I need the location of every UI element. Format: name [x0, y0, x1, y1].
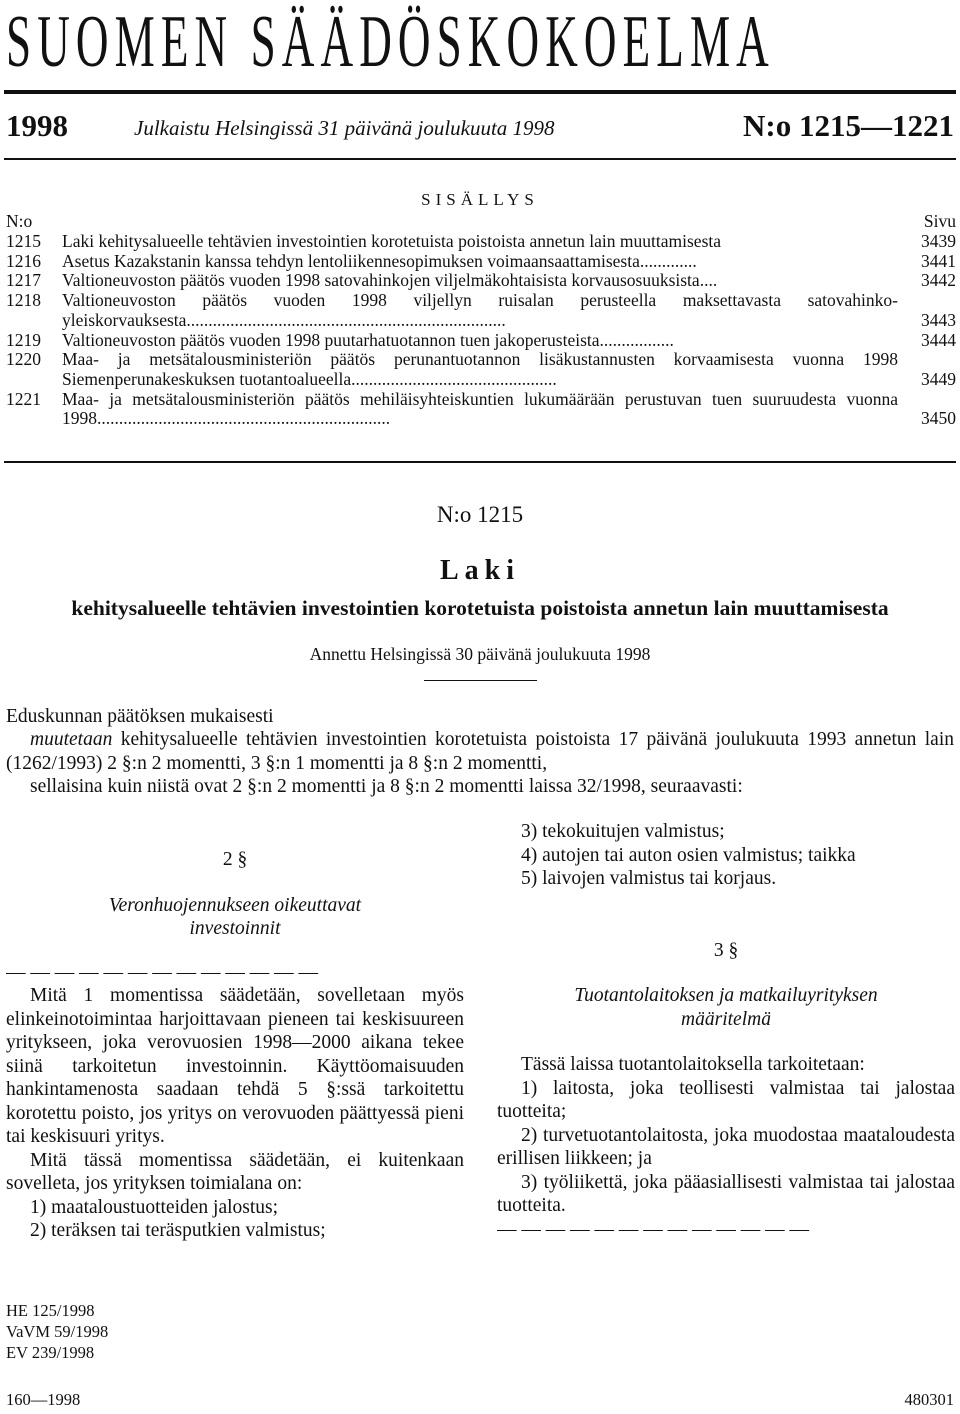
preamble-amendment [6, 728, 954, 775]
toc-entry-page: 3441 [921, 250, 956, 271]
reference-item: EV 239/1998 [6, 1343, 95, 1362]
footer-print-code: 160—1998 [6, 1390, 81, 1409]
toc-entry [6, 331, 956, 351]
issue-rule [4, 158, 956, 160]
top-thick-rule [4, 90, 956, 94]
section-2-heading-line-2: investoinnit [189, 918, 281, 939]
contents-bottom-rule [4, 461, 956, 463]
law-number: N:o 1215 [436, 502, 524, 527]
toc-col-page: Sivu [923, 211, 956, 231]
section-3-item-2: 2) turvetuotantolaitosta, joka muodostaa maataloudesta erillisen liikkeen; ja [497, 1124, 955, 1169]
toc-entry [6, 390, 956, 429]
toc-entry [6, 350, 956, 389]
section-3-heading-line-1: Tuotantolaitoksen ja matkailuyrityksen [574, 985, 878, 1006]
law-given-date: Annettu Helsingissä 30 päivänä joulukuuta 1998 [309, 644, 651, 664]
preamble-as-amended: sellaisina kuin niistä ovat 2 §:n 2 momentti ja 8 §:n 2 momentti laissa 32/1998, seuraavasti: [30, 776, 743, 798]
contents-title: SISÄLLYS [421, 190, 539, 209]
toc-entry-number: 1221 [6, 388, 41, 409]
toc-entry-number: 1216 [6, 250, 41, 271]
section-2-paragraph-1: Mitä 1 momentissa säädetään, sovelletaan myös elinkeinotoimintaa harjoittavaan pieneen tai keskisuureen yritykseen, joka verovuosien 1998—2000 aikana tekee siinä tarkoitetun investoinnin. Käyttöomaisuuden hankintamenosta saadaan tehdä 5 §:ssä tarkoitettu korotettu poisto, jos yritys on verovuoden päättyessä pieni tai keskisuuri yritys. [6, 985, 464, 1147]
section-3-item-3: 3) työliikettä, joka pääasiallisesti valmistaa tai jalostaa tuotteita. [497, 1171, 955, 1216]
legislative-references [6, 1300, 108, 1363]
section-3-item-1: 1) laitosta, joka teollisesti valmistaa tai jalostaa tuotteita; [497, 1077, 955, 1122]
right-column [497, 820, 955, 1241]
preamble-amendment-verb: muutetaan [30, 729, 113, 751]
preamble-amendment-text: kehitysalueelle tehtävien investointien korotetuista poistoista 17 päivänä joulukuuta 1993 annetun lain (1262/1993) 2 §:n 2 momentti, 3 §:n 1 momentti ja 8 §:n 2 momentti, [6, 729, 954, 774]
section-2-heading-line-1: Veronhuojennukseen oikeuttavat [108, 894, 362, 916]
toc-entry [6, 271, 956, 291]
toc-entry-title: Valtioneuvoston päätös vuoden 1998 puutarhatuotannon tuen jakoperusteista................. [62, 330, 674, 350]
issue-numbers: N:o 1215—1221 [743, 108, 954, 143]
section-2-number: 2 § [222, 849, 248, 870]
section-2-item-4: 4) autojen tai auton osien valmistus; taikka [521, 844, 856, 866]
toc-entry-title: Valtioneuvoston päätös vuoden 1998 satovahinkojen viljelmäkohtaisista korvausosuuksista.... [62, 271, 718, 291]
section-3-number: 3 § [713, 939, 739, 961]
toc-entry-number: 1220 [6, 349, 41, 370]
toc-entry-number: 1219 [6, 329, 41, 350]
footer-order-number: 480301 [904, 1390, 954, 1409]
section-2-item-2: 2) teräksen tai teräsputkien valmistus; [30, 1220, 326, 1241]
section-3-heading-line-2: määritelmä [681, 1008, 771, 1030]
section-2-paragraph-2: Mitä tässä momentissa säädetään, ei kuitenkaan sovelleta, jos yrityksen toimialana on: [6, 1149, 464, 1194]
toc-entry-title: Laki kehitysalueelle tehtävien investointien korotetuista poistoista annetun lain muuttamisesta [62, 232, 722, 251]
omission-dashes: — — — — — — — — — — — — — [6, 961, 318, 983]
toc-entry-title: Valtioneuvoston päätös vuoden 1998 viljellyn ruisalan perusteella maksettavasta satovahinko-yleiskorvauksesta......................................................................... [62, 291, 898, 330]
toc-entry-page: 3439 [921, 231, 956, 251]
toc-entry-number: 1218 [6, 290, 41, 311]
preamble-enacting-clause: Eduskunnan päätöksen mukaisesti [6, 706, 274, 727]
issue-row [6, 108, 954, 144]
table-of-contents [6, 212, 956, 429]
toc-entry-page: 3444 [921, 329, 956, 350]
toc-entry-title: Asetus Kazakstanin kanssa tehdyn lentoliikennesopimuksen voimaansaattamisesta............. [62, 251, 697, 271]
issue-year: 1998 [6, 108, 68, 143]
toc-entry [6, 252, 956, 272]
omission-dashes: — — — — — — — — — — — — — [497, 1218, 809, 1240]
toc-entry-title: Maa- ja metsätalousministeriön päätös perunantuotannon lisäkustannusten korvaamisesta vuonna 1998 Siemenperunakeskuksen tuotantoalueella............................................... [62, 350, 898, 389]
section-2-item-3: 3) tekokuitujen valmistus; [521, 821, 725, 842]
reference-item: HE 125/1998 [6, 1301, 95, 1320]
preamble [6, 705, 954, 799]
toc-entry-page: 3443 [921, 309, 956, 330]
law-type: Laki [439, 555, 521, 586]
toc-entry [6, 291, 956, 330]
left-column [6, 848, 464, 1243]
reference-item: VaVM 59/1998 [6, 1322, 109, 1341]
section-2-item-1: 1) maataloustuotteiden jalostus; [30, 1196, 279, 1218]
toc-entry-page: 3450 [921, 408, 956, 429]
toc-entry-number: 1217 [6, 270, 41, 291]
law-title: kehitysalueelle tehtävien investointien korotetuista poistoista annetun lain muuttamisesta [71, 596, 889, 620]
section-2-item-5: 5) laivojen valmistus tai korjaus. [521, 868, 777, 889]
publication-title: SUOMEN SÄÄDÖSKOKOELMA [6, 1, 775, 83]
publication-date: Julkaistu Helsingissä 31 päivänä joulukuuta 1998 [134, 116, 555, 140]
title-divider [424, 680, 537, 681]
toc-entry-number: 1215 [6, 231, 41, 251]
toc-entry-title: Maa- ja metsätalousministeriön päätös mehiläisyhteiskuntien lukumäärään perustuvan tuen suuruudesta vuonna 1998................................................................... [62, 389, 898, 429]
section-3-paragraph-1: Tässä laissa tuotantolaitoksella tarkoitetaan: [521, 1054, 865, 1075]
toc-entry-page: 3449 [921, 368, 956, 389]
toc-entry [6, 232, 956, 252]
toc-entry-page: 3442 [921, 270, 956, 291]
toc-header [6, 212, 956, 232]
toc-col-number: N:o [6, 211, 33, 231]
